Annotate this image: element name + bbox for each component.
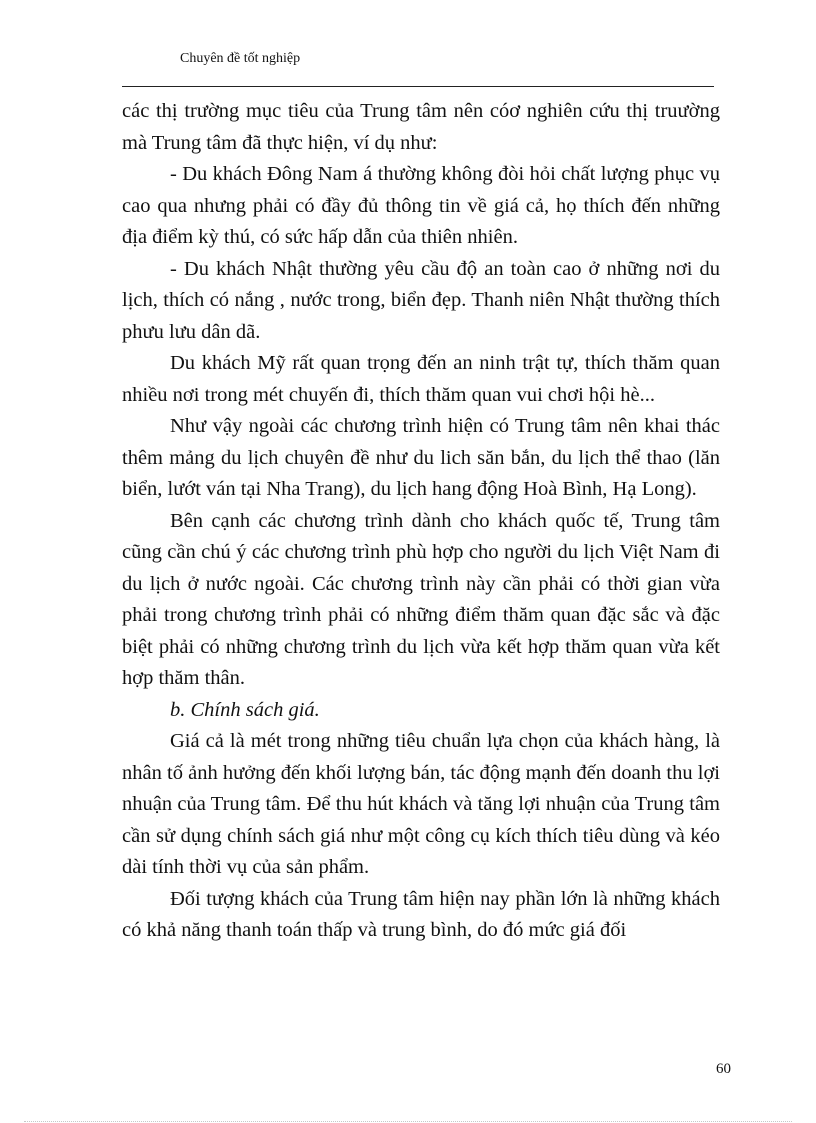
paragraph-outbound-programs: Bên cạnh các chương trình dành cho khách quốc tế, Trung tâm cũng cần chú ý các chương trình phù hợp cho người du lịch Việt Nam đi du lịch ở nước ngoài. Các chương trình này cần phải có thời gian vừa phải trong chương trình phải có những điểm thăm quan đặc sắc và đặc biệt phải có những chương trình du lịch vừa kết hợp thăm quan vừa kết hợp thăm thân. bbox=[122, 509, 720, 689]
page-body bbox=[122, 96, 720, 947]
paragraph-themed-tourism: Như vậy ngoài các chương trình hiện có Trung tâm nên khai thác thêm mảng du lịch chuyên đề như du lich săn bắn, du lịch thể thao (lăn biển, lướt ván tại Nha Trang), du lịch hang động Hoà Bình, Hạ Long). bbox=[122, 415, 720, 500]
paragraph-continued: các thị trường mục tiêu của Trung tâm nên cóơ nghiên cứu thị truường mà Trung tâm đã thực hiện, ví dụ như: bbox=[122, 100, 720, 154]
paragraph-pricing-role: Giá cả là mét trong những tiêu chuẩn lựa chọn của khách hàng, là nhân tố ảnh hưởng đến khối lượng bán, tác động mạnh đến doanh thu lợi nhuận của Trung tâm. Để thu hút khách và tăng lợi nhuận của Trung tâm cần sử dụng chính sách giá như một công cụ kích thích tiêu dùng và kéo dài tính thời vụ của sản phẩm. bbox=[122, 730, 720, 878]
paragraph-japanese-tourists: - Du khách Nhật thường yêu cầu độ an toàn cao ở những nơi du lịch, thích có nắng , nước trong, biển đẹp. Thanh niên Nhật thường thích phưu lưu dân dã. bbox=[122, 257, 720, 343]
paragraph-southeast-asian-tourists: - Du khách Đông Nam á thường không đòi hỏi chất lượng phục vụ cao qua nhưng phải có đầy đủ thông tin về giá cả, họ thích đến những địa điểm kỳ thú, có sức hấp dẫn của thiên nhiên. bbox=[122, 163, 720, 248]
page-number: 60 bbox=[716, 1061, 731, 1077]
running-header: Chuyên đề tốt nghiệp bbox=[180, 51, 301, 66]
header-divider bbox=[122, 86, 714, 87]
footer-divider bbox=[24, 1121, 792, 1122]
paragraph-american-tourists: Du khách Mỹ rất quan trọng đến an ninh trật tự, thích thăm quan nhiều nơi trong mét chuyến đi, thích thăm quan vui chơi hội hè... bbox=[122, 352, 720, 406]
paragraph-customer-segment: Đối tượng khách của Trung tâm hiện nay phần lớn là những khách có khả năng thanh toán thấp và trung bình, do đó mức giá đối bbox=[122, 887, 720, 941]
section-heading-pricing-policy: b. Chính sách giá. bbox=[170, 698, 320, 721]
